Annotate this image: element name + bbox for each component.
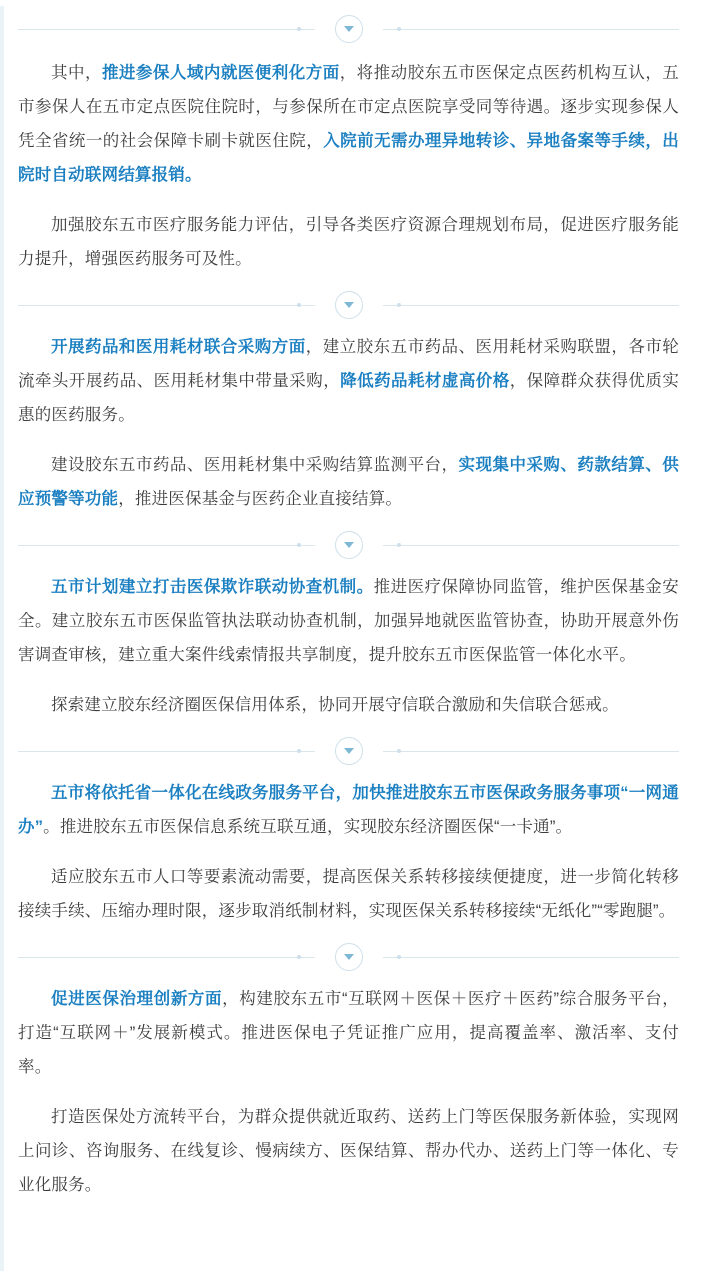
highlighted-text: 推进参保人域内就医便利化方面	[101, 64, 340, 82]
body-text: 。推进胶东五市医保信息系统互联互通，实现胶东经济圈医保“一卡通”。	[43, 818, 573, 836]
divider-line-left	[18, 29, 315, 30]
divider-line-left	[18, 957, 315, 958]
highlighted-text: 降低药品耗材虚高价格	[340, 372, 510, 390]
triangle-down-icon	[335, 15, 363, 43]
body-text: 加强胶东五市医疗服务能力评估，引导各类医疗资源合理规划布局，促进医疗服务能力提升，增强医药服务可及性。	[18, 216, 679, 268]
body-text: ，推进医保基金与医药企业直接结算。	[118, 490, 403, 508]
sections-container	[18, 6, 679, 1202]
body-text: 推进医疗保障协同监管，维护医保基金安全。建立胶东五市医保监管执法联动协查机制，加强异地就医监管协查，协助开展意外伤害调查审核，建立重大案件线索情报共享制度，提升胶东五市医保监管一体化水平。	[18, 578, 679, 664]
highlighted-text: 促进医保治理创新方面	[51, 990, 223, 1008]
divider-dot	[297, 303, 301, 307]
text-section	[18, 54, 679, 276]
paragraph	[18, 330, 679, 432]
highlighted-text: 五市计划建立打击医保欺诈联动协查机制。	[51, 578, 374, 596]
body-text: ，构建胶东五市“互联网＋医保＋医疗＋医药”综合服务平台，打造“互联网＋”发展新模式。推进医保电子凭证推广应用，提高覆盖率、激活率、支付率。	[18, 990, 680, 1076]
highlighted-text: 五市将依托省一体化在线政务服务平台，加快推进胶东五市医保政务服务事项“一网通办”	[18, 784, 679, 836]
divider-line-right	[383, 545, 680, 546]
highlighted-text: 入院前无需办理异地转诊、异地备案等手续，出院时自动联网结算报销。	[18, 132, 680, 184]
divider-dot	[297, 27, 301, 31]
divider-dot	[397, 955, 401, 959]
divider-dot	[297, 749, 301, 753]
triangle-down-icon	[335, 291, 363, 319]
divider-line-left	[18, 545, 315, 546]
triangle-down-icon	[335, 737, 363, 765]
paragraph	[18, 982, 679, 1084]
text-section	[18, 570, 679, 722]
document-content	[0, 6, 701, 1202]
divider-dot	[397, 27, 401, 31]
section-divider	[18, 522, 679, 568]
body-text: ，建立胶东五市药品、医用耗材采购联盟，各市轮流牵头开展药品、医用耗材集中带量采购，	[18, 338, 680, 390]
section-divider	[18, 6, 679, 52]
triangle-down-icon	[335, 943, 363, 971]
text-section	[18, 776, 679, 928]
paragraph	[18, 860, 679, 928]
section-divider	[18, 934, 679, 980]
divider-dot	[297, 955, 301, 959]
section-divider	[18, 728, 679, 774]
section-divider	[18, 282, 679, 328]
text-section	[18, 982, 679, 1202]
divider-line-right	[383, 751, 680, 752]
highlighted-text: 实现集中采购、药款结算、供应预警等功能	[18, 456, 679, 508]
paragraph	[18, 56, 679, 192]
body-text: ，将推动胶东五市医保定点医药机构互认，五市参保人在五市定点医院住院时，与参保所在市定点医院享受同等待遇。逐步实现参保人凭全省统一的社会保障卡刷卡就医住院，	[18, 64, 680, 150]
body-text: 适应胶东五市人口等要素流动需要，提高医保关系转移接续便捷度，进一步简化转移接续手续、压缩办理时限，逐步取消纸制材料，实现医保关系转移接续“无纸化”“零跑腿”。	[18, 868, 679, 920]
divider-line-right	[383, 305, 680, 306]
body-text: 建设胶东五市药品、医用耗材集中采购结算监测平台，	[51, 456, 459, 474]
highlighted-text: 开展药品和医用耗材联合采购方面	[51, 338, 306, 356]
body-text: ，保障群众获得优质实惠的医药服务。	[18, 372, 680, 424]
text-section	[18, 330, 679, 516]
paragraph	[18, 570, 679, 672]
body-text: 打造医保处方流转平台，为群众提供就近取药、送药上门等医保服务新体验，实现网上问诊、咨询服务、在线复诊、慢病续方、医保结算、帮办代办、送药上门等一体化、专业化服务。	[18, 1108, 679, 1194]
divider-dot	[297, 543, 301, 547]
divider-line-left	[18, 751, 315, 752]
body-text: 其中，	[51, 64, 102, 82]
paragraph	[18, 688, 679, 722]
divider-line-right	[383, 29, 680, 30]
triangle-down-icon	[335, 531, 363, 559]
divider-dot	[397, 749, 401, 753]
paragraph	[18, 448, 679, 516]
divider-line-left	[18, 305, 315, 306]
divider-line-right	[383, 957, 680, 958]
divider-dot	[397, 543, 401, 547]
paragraph	[18, 1100, 679, 1202]
document-page	[0, 6, 701, 1271]
paragraph	[18, 776, 679, 844]
paragraph	[18, 208, 679, 276]
body-text: 探索建立胶东经济圈医保信用体系，协同开展守信联合激励和失信联合惩戒。	[51, 696, 619, 714]
divider-dot	[397, 303, 401, 307]
